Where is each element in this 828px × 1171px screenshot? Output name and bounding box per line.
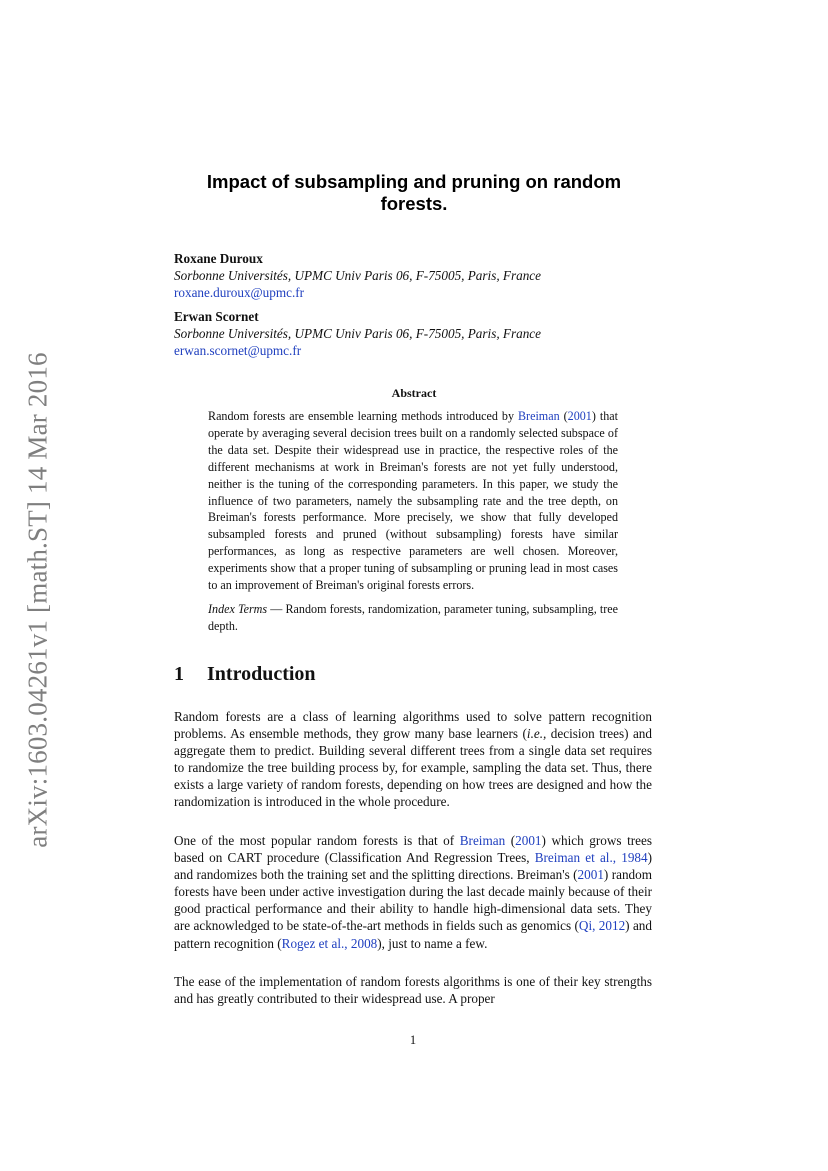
paragraph-text: ), just to name a few. [377, 935, 488, 951]
author-affiliation: Sorbonne Universités, UPMC Univ Paris 06, F-75005, Paris, France [174, 268, 542, 283]
citation-link[interactable]: Breiman [459, 833, 506, 848]
abstract-heading: Abstract [391, 386, 437, 400]
page-number: 1 [409, 1033, 417, 1047]
index-terms-label: Index Terms [208, 602, 268, 616]
section-number: 1 [174, 663, 184, 685]
section-heading [174, 663, 316, 686]
paragraph-text: ) random forests have been under active investigation during the last decade mainly because of their good practical performance and their ability to handle high-dimensional data sets. They are acknowledged to be state-of-the-art methods in fields such as genomics ( [174, 867, 652, 934]
citation-link[interactable]: Breiman et al., [534, 850, 617, 866]
author-block-1 [174, 250, 541, 301]
intro-paragraph-2 [174, 832, 652, 952]
paragraph-italic-text: i.e., [526, 726, 547, 742]
author-email-link[interactable]: roxane.duroux@upmc.fr [174, 285, 305, 300]
paragraph-text: Random forests are a class of learning algorithms used to solve pattern recognition problems. As ensemble methods, they grow many base learners ( [174, 709, 652, 742]
author-affiliation: Sorbonne Universités, UPMC Univ Paris 06, F-75005, Paris, France [174, 326, 542, 341]
author-block-2 [174, 308, 541, 359]
index-terms [208, 601, 618, 635]
citation-link[interactable]: 2012 [598, 918, 626, 934]
author-email-link[interactable]: erwan.scornet@upmc.fr [174, 343, 302, 358]
citation-link[interactable]: Qi, [578, 918, 596, 934]
intro-paragraph-1 [174, 708, 652, 811]
paragraph-text: One of the most popular random forests is that of [174, 833, 460, 848]
author-name: Erwan Scornet [174, 309, 259, 324]
paragraph-text: ) and pattern recognition ( [174, 918, 652, 951]
abstract-text [208, 408, 618, 594]
section-title: Introduction [207, 663, 316, 685]
citation-link[interactable]: 1984 [621, 850, 648, 866]
paragraph-text: ) which grows trees based on CART procedure (Classification And Regression Trees, [174, 833, 652, 866]
citation-link[interactable]: 2001 [577, 867, 604, 883]
abstract-text-part: Random forests are ensemble learning methods introduced by [208, 409, 518, 423]
intro-paragraph-3: The ease of the implementation of random forests algorithms is one of their key strengths and has greatly contributed to their widespread use. A proper [174, 974, 652, 1007]
citation-link[interactable]: 2001 [567, 409, 592, 423]
abstract-text-part: ( [559, 409, 568, 423]
citation-link[interactable]: 2008 [350, 935, 378, 951]
paragraph-text: ( [505, 833, 516, 848]
arxiv-stamp: arXiv:1603.04261v1 [math.ST] 14 Mar 2016 [22, 352, 53, 848]
paragraph-text: ) and randomizes both the training set and the splitting directions. Breiman's ( [174, 850, 652, 883]
citation-link[interactable]: Breiman [517, 409, 560, 423]
citation-link[interactable]: Rogez et al., [281, 935, 348, 951]
index-terms-text: — Random forests, randomization, parameter tuning, subsampling, tree depth. [208, 602, 618, 633]
paragraph-text: decision trees) and aggregate them to predict. Building several different trees from a single data set requires to randomize the tree building process by, for example, sampling the data set. Thus, there exists a large variety of random forests, depending on how trees are designed and how the randomization is introduced in the whole procedure. [174, 726, 652, 810]
citation-link[interactable]: 2001 [515, 833, 542, 848]
abstract-text-part: ) that operate by averaging several decision trees built on a randomly selected subspace of the data set. Despite their widespread use in practice, the respective roles of the different mechanisms at work in Breiman's forests are not yet fully understood, neither is the tuning of the corresponding parameters. In this paper, we study the influence of two parameters, namely the subsampling rate and the tree depth, on Breiman's forests performance. More precisely, we show that fully developed subsampled forests and pruned (without subsampling) forests have similar performances, as long as respective parameters are well chosen. Moreover, experiments show that a proper tuning of subsampling or pruning lead in most cases to an improvement of Breiman's original forests errors. [208, 409, 618, 593]
author-name: Roxane Duroux [174, 251, 263, 266]
paper-title: Impact of subsampling and pruning on random forests. [206, 171, 622, 214]
